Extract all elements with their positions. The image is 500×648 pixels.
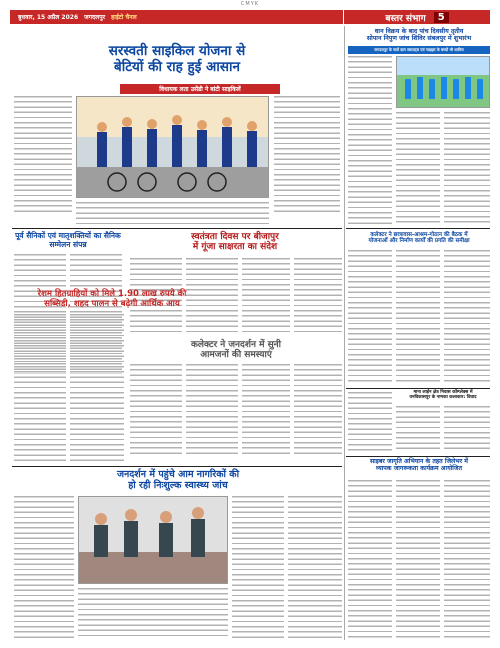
article-bijapur-text-col3 — [242, 258, 290, 336]
headline-line: कलेक्टर ने छात्रावास-आश्रम-गोठान की बैठक में — [370, 232, 468, 238]
article-collector-review-text-col3 — [444, 250, 490, 384]
article-health-text-bottom — [78, 588, 228, 640]
headline-line: बेटियों की राह हुई आसान — [114, 58, 240, 75]
print-registration-mark: CMYK — [240, 1, 260, 7]
page-header — [0, 10, 500, 24]
article-sainik-headline: पूर्व सैनिकों एवं मातृशक्तियों का सैनिक सम्मेलन संपन्न — [15, 231, 121, 249]
article-health-text-col1 — [14, 496, 74, 640]
article-cyber-text-col3 — [444, 480, 490, 640]
article-jandarshan-text-col2 — [186, 364, 238, 456]
article-saraswati-text-col1 — [14, 96, 72, 214]
headline-line: सरस्वती साइकिल योजना से — [108, 43, 246, 59]
article-jandarshan-text-col3 — [242, 364, 290, 456]
headline-line: धान विक्रय के बाद पांच दिवसीय तृतीय — [374, 28, 464, 35]
headline-line: आमजनों की समस्याएं — [200, 350, 272, 361]
header-left-bar — [10, 10, 343, 24]
divider — [346, 228, 490, 229]
article-collector-review-headline — [348, 232, 490, 245]
article-cyber-headline — [348, 458, 490, 472]
health-camp-photo — [78, 496, 228, 584]
article-saraswati-text-col3 — [274, 96, 340, 214]
article-complex-text-col2 — [396, 406, 440, 452]
article-nipun-text-col1 — [348, 56, 392, 224]
page-brand: बस्तर संभाग — [385, 13, 426, 24]
article-bijapur-text-col4 — [294, 258, 342, 336]
article-jandarshan-headline — [130, 340, 342, 361]
article-health-text-col3 — [232, 496, 284, 640]
headline-line: रेशम हितग्राहियों को मिले 1.90 लाख रुपये की — [37, 289, 187, 299]
page-number: 5 — [434, 12, 449, 23]
issue-date: बुधवार, 15 अप्रैल 2026 — [18, 14, 79, 21]
article-complex-headline — [396, 390, 490, 400]
article-collector-review-text-col1 — [348, 250, 392, 384]
article-resham-text-col1 — [14, 314, 66, 464]
section-name: हाईटो चैनल — [111, 14, 137, 21]
article-cyber-text-col2 — [396, 480, 440, 640]
article-nipun-text-col2 — [396, 112, 440, 224]
headline-line: सोपान निपुण जांच शिविर संबलपुर में शुभारंभ — [366, 35, 472, 43]
headline-line: में गूंजा साक्षरता का संदेश — [192, 242, 278, 253]
article-cyber-text-col1 — [348, 480, 392, 640]
edition-city: जगदलपुर — [84, 14, 106, 21]
article-saraswati-text-bottom — [76, 202, 269, 226]
article-saraswati-subhead: विधायक लता उसेंडी ने बांटी साइकिलें — [120, 84, 280, 94]
article-bijapur-headline — [128, 232, 342, 253]
headline-line: व्यापक जागरूकता कार्यक्रम आयोजित — [375, 465, 463, 473]
article-nipun-text-col3 — [444, 112, 490, 224]
article-health-headline — [14, 470, 342, 492]
headline-line: कलेक्टर ने जनदर्शन में सुनी — [190, 340, 282, 350]
article-health-text-col4 — [288, 496, 342, 640]
headline-line: माना लाईन क्षेत्र निवास कॉम्प्लेक्स में — [413, 390, 473, 395]
saraswati-cycle-distribution-photo — [76, 96, 269, 198]
article-jandarshan-text-col4 — [294, 364, 342, 456]
article-jandarshan-text-col1 — [130, 364, 182, 456]
article-resham-headline — [12, 290, 212, 310]
divider — [12, 466, 342, 467]
headline-line: स्वतंत्रता दिवस पर बीजापुर — [191, 232, 279, 242]
article-collector-review-text-col2 — [396, 250, 440, 384]
article-nipun-headline — [348, 28, 490, 42]
scout-guide-camp-photo — [396, 56, 490, 108]
headline-line: योजनाओं और निर्माण कार्यों की प्रगति की समीक्षा — [368, 238, 470, 245]
headline-line: जनदर्शन में पहुंचे आम नागरिकों की — [116, 469, 240, 480]
headline-line: वनविकासपुर के नामका कलाकार: विवाद — [409, 395, 477, 401]
headline-line: साइबर जागृति अभियान के तहत जिलेभर में — [370, 458, 468, 465]
article-complex-text-col1 — [348, 392, 392, 452]
divider — [12, 228, 342, 229]
header-right-bar — [344, 10, 490, 24]
article-saraswati-headline — [12, 44, 342, 75]
divider — [346, 388, 490, 389]
divider — [346, 456, 490, 457]
headline-line: सब्सिडी, शहद पालन से बढ़ेगी आर्थिक आय — [44, 298, 180, 309]
headline-line: हो रही निःशुल्क स्वास्थ्य जांच — [128, 479, 228, 491]
article-nipun-banner: जगदलपुर के चारों ग्राम स्काउट्स एवं गाइड्स के बच्चों भी शामिल — [348, 46, 490, 54]
column-divider — [344, 26, 345, 640]
article-complex-text-col3 — [444, 406, 490, 452]
article-resham-text-col2 — [70, 314, 124, 464]
